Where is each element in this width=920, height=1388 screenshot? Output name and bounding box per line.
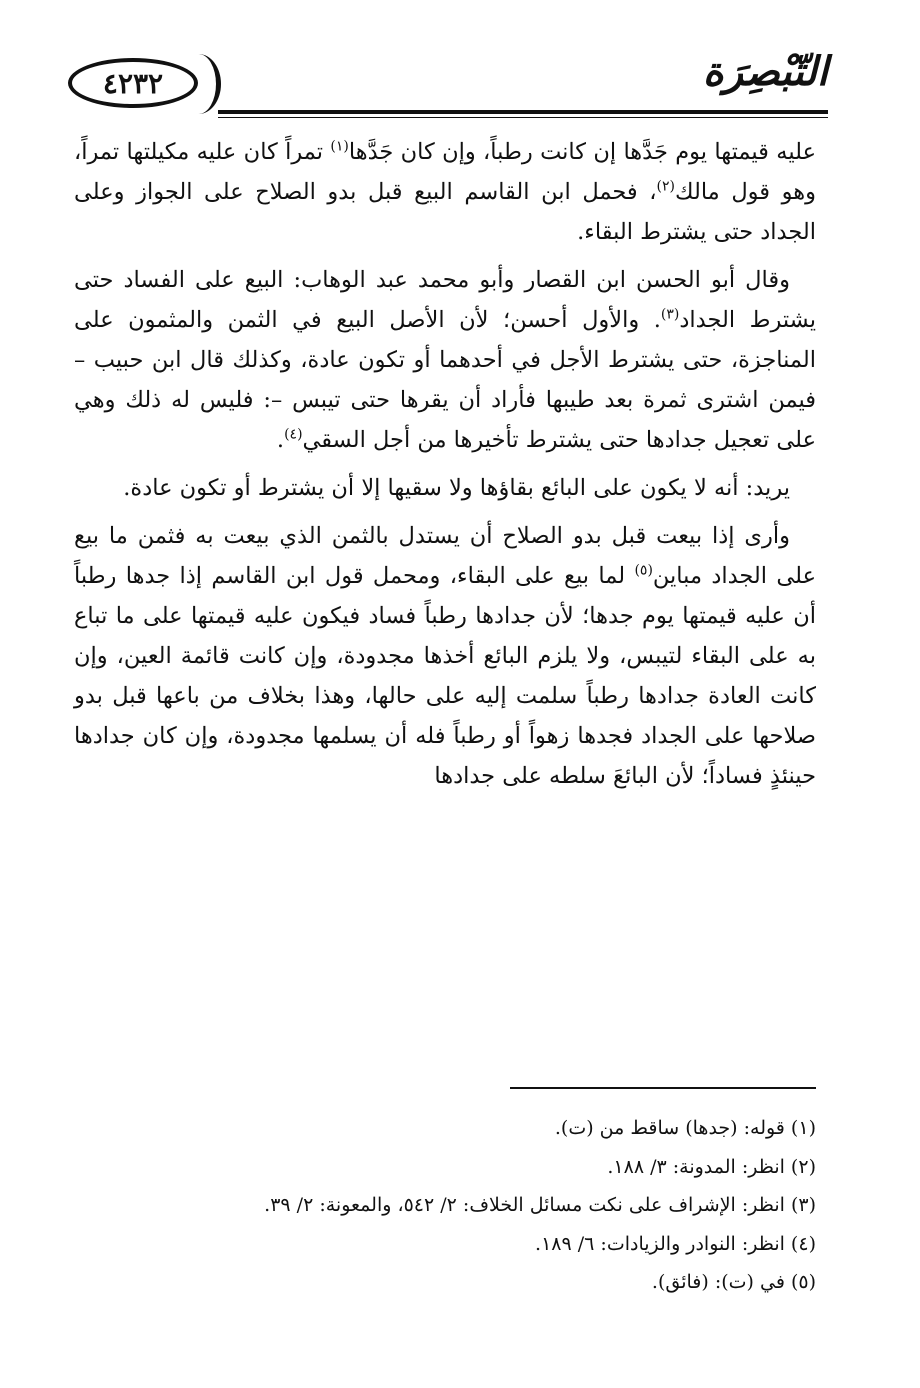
paragraph xyxy=(74,132,816,252)
paragraph-text: يريد: أنه لا يكون على البائع بقاؤها ولا سقيها إلا أن يشترط أو تكون عادة. xyxy=(123,475,790,501)
paragraph-text: وأرى إذا بيعت قبل بدو الصلاح أن يستدل بالثمن الذي بيعت به فثمن ما بيع على الجداد مباين xyxy=(74,523,816,589)
header-rule-thin xyxy=(218,117,828,118)
page-number: ٤٢٣٢ xyxy=(68,58,198,108)
footnote-reference: (٣) xyxy=(660,306,680,323)
footnote-3: (٣) انظر: الإشراف على نكت مسائل الخلاف: ٢/ ٥٤٢، والمعونة: ٢/ ٣٩. xyxy=(264,1194,816,1216)
footnote-reference: (٢) xyxy=(656,178,675,195)
footnote-4: (٤) انظر: النوادر والزيادات: ٦/ ١٨٩. xyxy=(535,1232,816,1255)
footnote-reference: (٤) xyxy=(284,426,303,443)
footnote-separator xyxy=(510,1087,816,1089)
footnote-1: (١) قوله: (جدها) ساقط من (ت). xyxy=(554,1117,816,1139)
paragraph-text: لما بيع على البقاء، ومحمل قول ابن القاسم إذا جدها رطباً أن عليه قيمتها يوم جدها؛ لأن جدادها رطباً فساد فيكون عليه قيمتها على ما تباع به على البقاء لتيبس، ولا يلزم البائع أخذها مجدودة، وإن كانت قائمة العين، وإن كانت العادة جدادها رطباً سلمت إليه على حالها، وهذا بخلاف من باعها قبل بدو صلاحها على الجداد فجدها زهواً أو رطباً فله أن يسلمها مجدودة، وإن كان جدادها حينئذٍ فساداً؛ لأن البائعَ سلطه على جدادها xyxy=(74,563,816,789)
page-header xyxy=(68,48,828,120)
paragraph-text: ، فحمل ابن القاسم البيع قبل بدو الصلاح على الجواز وعلى الجداد حتى يشترط البقاء. xyxy=(74,179,816,245)
paragraph-text: عليه قيمتها يوم جَدَّها إن كانت رطباً، وإن كان جَدَّها xyxy=(348,139,817,165)
footnote-5: (٥) في (ت): (فائق). xyxy=(651,1271,816,1293)
footnotes xyxy=(104,1109,816,1302)
book-title: التّبْصِرَة xyxy=(702,48,828,95)
paragraph-text: وقال أبو الحسن ابن القصار وأبو محمد عبد الوهاب: البيع على الفساد حتى يشترط الجداد xyxy=(74,267,816,333)
main-text xyxy=(74,132,816,804)
footnote-reference: (٥) xyxy=(634,562,653,579)
paragraph xyxy=(74,468,816,508)
paragraph xyxy=(74,516,816,796)
footnote-reference: (١) xyxy=(330,138,349,155)
header-rule xyxy=(218,110,828,114)
paragraph-text: تمراً كان عليه مكيلتها تمراً، وهو قول مالك xyxy=(74,139,816,205)
paragraph-text: . xyxy=(276,427,285,453)
footnote-2: (٢) انظر: المدونة: ٣/ ١٨٨. xyxy=(607,1155,816,1178)
paragraph-text: . والأول أحسن؛ لأن الأصل البيع في الثمن والمثمون على المناجزة، حتى يشترط الأجل في أحدهما أو تكون عادة، وكذلك قال ابن حبيب – فيمن اشترى ثمرة بعد طيبها فأراد أن يقرها حتى تيبس –: فليس له ذلك وهي على تعجيل جدادها حتى يشترط تأخيرها من أجل السقي xyxy=(74,307,816,453)
paragraph xyxy=(74,260,816,460)
